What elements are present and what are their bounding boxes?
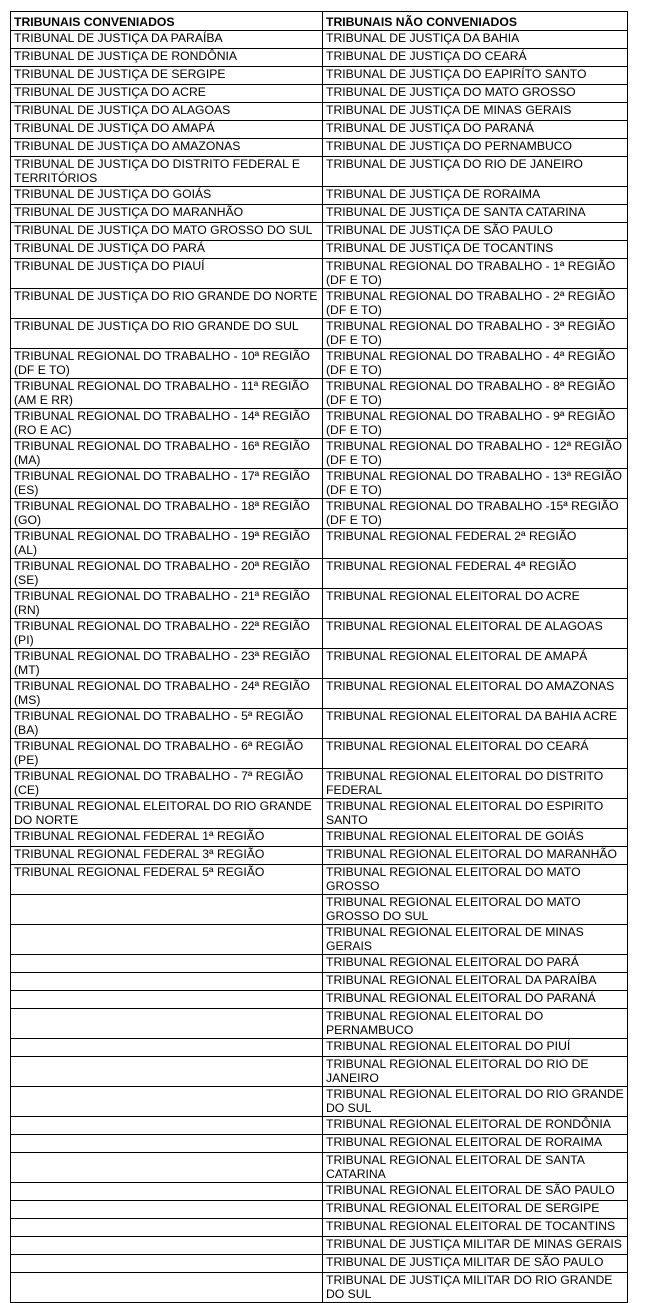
table-row — [11, 529, 628, 559]
cell-conveniado: TRIBUNAL REGIONAL DO TRABALHO - 23ª REGIÃO (MT) — [11, 649, 323, 679]
cell-nao-conveniado: TRIBUNAL REGIONAL DO TRABALHO - 8ª REGIÃO (DF E TO) — [323, 379, 628, 409]
cell-conveniado — [11, 1183, 323, 1201]
table-row — [11, 847, 628, 865]
table-row — [11, 103, 628, 121]
cell-conveniado: TRIBUNAL REGIONAL DO TRABALHO - 7ª REGIÃO (CE) — [11, 769, 323, 799]
cell-nao-conveniado: TRIBUNAL REGIONAL ELEITORAL DE SERGIPE — [323, 1201, 628, 1219]
table-row — [11, 1273, 628, 1303]
cell-conveniado — [11, 1201, 323, 1219]
cell-nao-conveniado: TRIBUNAL REGIONAL ELEITORAL DE GOIÁS — [323, 829, 628, 847]
cell-conveniado: TRIBUNAL REGIONAL DO TRABALHO - 17ª REGIÃO (ES) — [11, 469, 323, 499]
cell-conveniado: TRIBUNAL DE JUSTIÇA DO RIO GRANDE DO SUL — [11, 319, 323, 349]
cell-conveniado: TRIBUNAL REGIONAL DO TRABALHO - 5ª REGIÃO (BA) — [11, 709, 323, 739]
cell-nao-conveniado: TRIBUNAL REGIONAL ELEITORAL DO RIO GRANDE DO SUL — [323, 1087, 628, 1117]
cell-nao-conveniado: TRIBUNAL REGIONAL ELEITORAL DA BAHIA ACRE — [323, 709, 628, 739]
table-row — [11, 85, 628, 103]
table-row — [11, 679, 628, 709]
table-row — [11, 439, 628, 469]
cell-conveniado: TRIBUNAL REGIONAL DO TRABALHO - 22ª REGIÃO (PI) — [11, 619, 323, 649]
cell-conveniado: TRIBUNAL DE JUSTIÇA DO RIO GRANDE DO NORTE — [11, 289, 323, 319]
table-row — [11, 499, 628, 529]
table-row — [11, 67, 628, 85]
cell-nao-conveniado: TRIBUNAL REGIONAL ELEITORAL DO ACRE — [323, 589, 628, 619]
table-row — [11, 157, 628, 187]
cell-nao-conveniado: TRIBUNAL DE JUSTIÇA DO EAPIRÍTO SANTO — [323, 67, 628, 85]
cell-nao-conveniado: TRIBUNAL REGIONAL ELEITORAL DO ESPIRITO SANTO — [323, 799, 628, 829]
table-row — [11, 559, 628, 589]
cell-conveniado: TRIBUNAL DE JUSTIÇA DA PARAÍBA — [11, 31, 323, 49]
cell-conveniado: TRIBUNAL DE JUSTIÇA DO ALAGOAS — [11, 103, 323, 121]
cell-conveniado — [11, 1039, 323, 1057]
table-row — [11, 121, 628, 139]
cell-nao-conveniado: TRIBUNAL REGIONAL ELEITORAL DO MATO GROSSO — [323, 865, 628, 895]
table-row — [11, 1057, 628, 1087]
cell-nao-conveniado: TRIBUNAL REGIONAL ELEITORAL DE AMAPÁ — [323, 649, 628, 679]
cell-conveniado — [11, 1273, 323, 1303]
cell-conveniado — [11, 1219, 323, 1237]
cell-nao-conveniado: TRIBUNAL REGIONAL ELEITORAL DE SÃO PAULO — [323, 1183, 628, 1201]
cell-nao-conveniado: TRIBUNAL REGIONAL ELEITORAL DE RORAIMA — [323, 1135, 628, 1153]
table-row — [11, 187, 628, 205]
table-row — [11, 379, 628, 409]
cell-nao-conveniado: TRIBUNAL REGIONAL DO TRABALHO - 1ª REGIÃO (DF E TO) — [323, 259, 628, 289]
cell-conveniado: TRIBUNAL DE JUSTIÇA DO AMAZONAS — [11, 139, 323, 157]
cell-conveniado: TRIBUNAL DE JUSTIÇA DO ACRE — [11, 85, 323, 103]
table-row — [11, 769, 628, 799]
cell-conveniado: TRIBUNAL REGIONAL DO TRABALHO - 14ª REGIÃO (RO E AC) — [11, 409, 323, 439]
cell-nao-conveniado: TRIBUNAL REGIONAL DO TRABALHO -15ª REGIÃO (DF E TO) — [323, 499, 628, 529]
cell-nao-conveniado: TRIBUNAL REGIONAL ELEITORAL DO MATO GROSSO DO SUL — [323, 895, 628, 925]
cell-conveniado — [11, 1237, 323, 1255]
cell-conveniado: TRIBUNAL DE JUSTIÇA DO DISTRITO FEDERAL E TERRITÓRIOS — [11, 157, 323, 187]
cell-nao-conveniado: TRIBUNAL DE JUSTIÇA MILITAR DO RIO GRANDE DO SUL — [323, 1273, 628, 1303]
table-row — [11, 973, 628, 991]
cell-nao-conveniado: TRIBUNAL DE JUSTIÇA DE MINAS GERAIS — [323, 103, 628, 121]
table-row — [11, 139, 628, 157]
cell-nao-conveniado: TRIBUNAL REGIONAL ELEITORAL DA PARAÍBA — [323, 973, 628, 991]
cell-nao-conveniado: TRIBUNAL REGIONAL ELEITORAL DE RONDÔNIA — [323, 1117, 628, 1135]
table-row — [11, 955, 628, 973]
cell-nao-conveniado: TRIBUNAL DE JUSTIÇA DO MATO GROSSO — [323, 85, 628, 103]
cell-conveniado: TRIBUNAL REGIONAL DO TRABALHO - 6ª REGIÃO (PE) — [11, 739, 323, 769]
cell-conveniado: TRIBUNAL DE JUSTIÇA DO MARANHÃO — [11, 205, 323, 223]
cell-nao-conveniado: TRIBUNAL REGIONAL ELEITORAL DO AMAZONAS — [323, 679, 628, 709]
cell-conveniado: TRIBUNAL DE JUSTIÇA DO MATO GROSSO DO SUL — [11, 223, 323, 241]
table-row — [11, 1153, 628, 1183]
cell-conveniado: TRIBUNAL REGIONAL DO TRABALHO - 11ª REGIÃO (AM E RR) — [11, 379, 323, 409]
cell-nao-conveniado: TRIBUNAL REGIONAL DO TRABALHO - 13ª REGIÃO (DF E TO) — [323, 469, 628, 499]
cell-nao-conveniado: TRIBUNAL DE JUSTIÇA MILITAR DE SÃO PAULO — [323, 1255, 628, 1273]
cell-nao-conveniado: TRIBUNAL REGIONAL DO TRABALHO - 4ª REGIÃO (DF E TO) — [323, 349, 628, 379]
table-row — [11, 289, 628, 319]
cell-conveniado: TRIBUNAL DE JUSTIÇA DO AMAPÁ — [11, 121, 323, 139]
cell-nao-conveniado: TRIBUNAL REGIONAL ELEITORAL DO PARANÁ — [323, 991, 628, 1009]
cell-conveniado — [11, 1009, 323, 1039]
cell-conveniado: TRIBUNAL REGIONAL FEDERAL 1ª REGIÃO — [11, 829, 323, 847]
cell-conveniado: TRIBUNAL DE JUSTIÇA DO PARÁ — [11, 241, 323, 259]
cell-conveniado: TRIBUNAL REGIONAL DO TRABALHO - 18ª REGIÃO (GO) — [11, 499, 323, 529]
cell-nao-conveniado: TRIBUNAL DE JUSTIÇA DE SÃO PAULO — [323, 223, 628, 241]
table-row — [11, 259, 628, 289]
table-row — [11, 991, 628, 1009]
cell-nao-conveniado: TRIBUNAL REGIONAL ELEITORAL DO CEARÁ — [323, 739, 628, 769]
cell-conveniado — [11, 973, 323, 991]
cell-nao-conveniado: TRIBUNAL DE JUSTIÇA DO PARANÁ — [323, 121, 628, 139]
table-row — [11, 589, 628, 619]
table-row — [11, 709, 628, 739]
table-row — [11, 409, 628, 439]
header-nao-conveniados: TRIBUNAIS NÃO CONVENIADOS — [323, 12, 628, 31]
cell-nao-conveniado: TRIBUNAL DE JUSTIÇA DE SANTA CATARINA — [323, 205, 628, 223]
cell-nao-conveniado: TRIBUNAL REGIONAL DO TRABALHO - 9ª REGIÃO (DF E TO) — [323, 409, 628, 439]
cell-nao-conveniado: TRIBUNAL REGIONAL DO TRABALHO - 12ª REGIÃO (DF E TO) — [323, 439, 628, 469]
cell-conveniado — [11, 991, 323, 1009]
table-row — [11, 1009, 628, 1039]
cell-nao-conveniado: TRIBUNAL REGIONAL ELEITORAL DO RIO DE JANEIRO — [323, 1057, 628, 1087]
table-row — [11, 1237, 628, 1255]
table-row — [11, 1117, 628, 1135]
table-header-row — [11, 12, 628, 31]
cell-nao-conveniado: TRIBUNAL REGIONAL DO TRABALHO - 2ª REGIÃO (DF E TO) — [323, 289, 628, 319]
cell-nao-conveniado: TRIBUNAL DE JUSTIÇA DO PERNAMBUCO — [323, 139, 628, 157]
table-row — [11, 1255, 628, 1273]
cell-nao-conveniado: TRIBUNAL REGIONAL ELEITORAL DO PARÁ — [323, 955, 628, 973]
cell-nao-conveniado: TRIBUNAL REGIONAL FEDERAL 2ª REGIÃO — [323, 529, 628, 559]
table-row — [11, 319, 628, 349]
cell-conveniado: TRIBUNAL DE JUSTIÇA DE RONDÔNIA — [11, 49, 323, 67]
cell-conveniado: TRIBUNAL DE JUSTIÇA DO PIAUÍ — [11, 259, 323, 289]
cell-conveniado — [11, 955, 323, 973]
table-row — [11, 895, 628, 925]
table-row — [11, 49, 628, 67]
cell-nao-conveniado: TRIBUNAL REGIONAL ELEITORAL DE MINAS GERAIS — [323, 925, 628, 955]
table-row — [11, 649, 628, 679]
cell-conveniado — [11, 1153, 323, 1183]
cell-nao-conveniado: TRIBUNAL REGIONAL ELEITORAL DE TOCANTINS — [323, 1219, 628, 1237]
cell-conveniado — [11, 1255, 323, 1273]
cell-nao-conveniado: TRIBUNAL DE JUSTIÇA DE TOCANTINS — [323, 241, 628, 259]
cell-conveniado: TRIBUNAL REGIONAL DO TRABALHO - 16ª REGIÃO (MA) — [11, 439, 323, 469]
cell-nao-conveniado: TRIBUNAL REGIONAL ELEITORAL DO PERNAMBUCO — [323, 1009, 628, 1039]
cell-conveniado — [11, 1087, 323, 1117]
cell-nao-conveniado: TRIBUNAL REGIONAL ELEITORAL DO DISTRITO FEDERAL — [323, 769, 628, 799]
cell-conveniado: TRIBUNAL REGIONAL ELEITORAL DO RIO GRANDE DO NORTE — [11, 799, 323, 829]
cell-conveniado: TRIBUNAL DE JUSTIÇA DO GOIÁS — [11, 187, 323, 205]
cell-nao-conveniado: TRIBUNAL DE JUSTIÇA DE RORAIMA — [323, 187, 628, 205]
table-row — [11, 1183, 628, 1201]
table-row — [11, 1135, 628, 1153]
cell-nao-conveniado: TRIBUNAL DE JUSTIÇA DO RIO DE JANEIRO — [323, 157, 628, 187]
cell-conveniado — [11, 1135, 323, 1153]
table-row — [11, 799, 628, 829]
table-row — [11, 31, 628, 49]
cell-nao-conveniado: TRIBUNAL REGIONAL FEDERAL 4ª REGIÃO — [323, 559, 628, 589]
header-conveniados: TRIBUNAIS CONVENIADOS — [11, 12, 323, 31]
cell-conveniado — [11, 1117, 323, 1135]
table-row — [11, 1201, 628, 1219]
table-row — [11, 469, 628, 499]
cell-nao-conveniado: TRIBUNAL DE JUSTIÇA DO CEARÁ — [323, 49, 628, 67]
table-body — [11, 31, 628, 1303]
cell-conveniado: TRIBUNAL DE JUSTIÇA DE SERGIPE — [11, 67, 323, 85]
cell-conveniado: TRIBUNAL REGIONAL DO TRABALHO - 24ª REGIÃO (MS) — [11, 679, 323, 709]
table-row — [11, 223, 628, 241]
table-row — [11, 865, 628, 895]
cell-conveniado: TRIBUNAL REGIONAL DO TRABALHO - 20ª REGIÃO (SE) — [11, 559, 323, 589]
table-row — [11, 241, 628, 259]
table-row — [11, 1087, 628, 1117]
cell-conveniado — [11, 895, 323, 925]
table-row — [11, 739, 628, 769]
cell-conveniado: TRIBUNAL REGIONAL FEDERAL 5ª REGIÃO — [11, 865, 323, 895]
table-row — [11, 829, 628, 847]
table-row — [11, 1219, 628, 1237]
cell-nao-conveniado: TRIBUNAL DE JUSTIÇA MILITAR DE MINAS GERAIS — [323, 1237, 628, 1255]
table-row — [11, 619, 628, 649]
tribunais-table — [10, 11, 628, 1303]
cell-nao-conveniado: TRIBUNAL REGIONAL ELEITORAL DE SANTA CATARINA — [323, 1153, 628, 1183]
cell-conveniado: TRIBUNAL REGIONAL FEDERAL 3ª REGIÃO — [11, 847, 323, 865]
cell-nao-conveniado: TRIBUNAL REGIONAL ELEITORAL DO PIUÍ — [323, 1039, 628, 1057]
cell-nao-conveniado: TRIBUNAL REGIONAL ELEITORAL DO MARANHÃO — [323, 847, 628, 865]
table-row — [11, 1039, 628, 1057]
cell-conveniado — [11, 925, 323, 955]
cell-nao-conveniado: TRIBUNAL DE JUSTIÇA DA BAHIA — [323, 31, 628, 49]
table-row — [11, 205, 628, 223]
cell-nao-conveniado: TRIBUNAL REGIONAL ELEITORAL DE ALAGOAS — [323, 619, 628, 649]
table-row — [11, 925, 628, 955]
cell-conveniado — [11, 1057, 323, 1087]
cell-conveniado: TRIBUNAL REGIONAL DO TRABALHO - 10ª REGIÃO (DF E TO) — [11, 349, 323, 379]
cell-conveniado: TRIBUNAL REGIONAL DO TRABALHO - 19ª REGIÃO (AL) — [11, 529, 323, 559]
cell-conveniado: TRIBUNAL REGIONAL DO TRABALHO - 21ª REGIÃO (RN) — [11, 589, 323, 619]
table-row — [11, 349, 628, 379]
cell-nao-conveniado: TRIBUNAL REGIONAL DO TRABALHO - 3ª REGIÃO (DF E TO) — [323, 319, 628, 349]
